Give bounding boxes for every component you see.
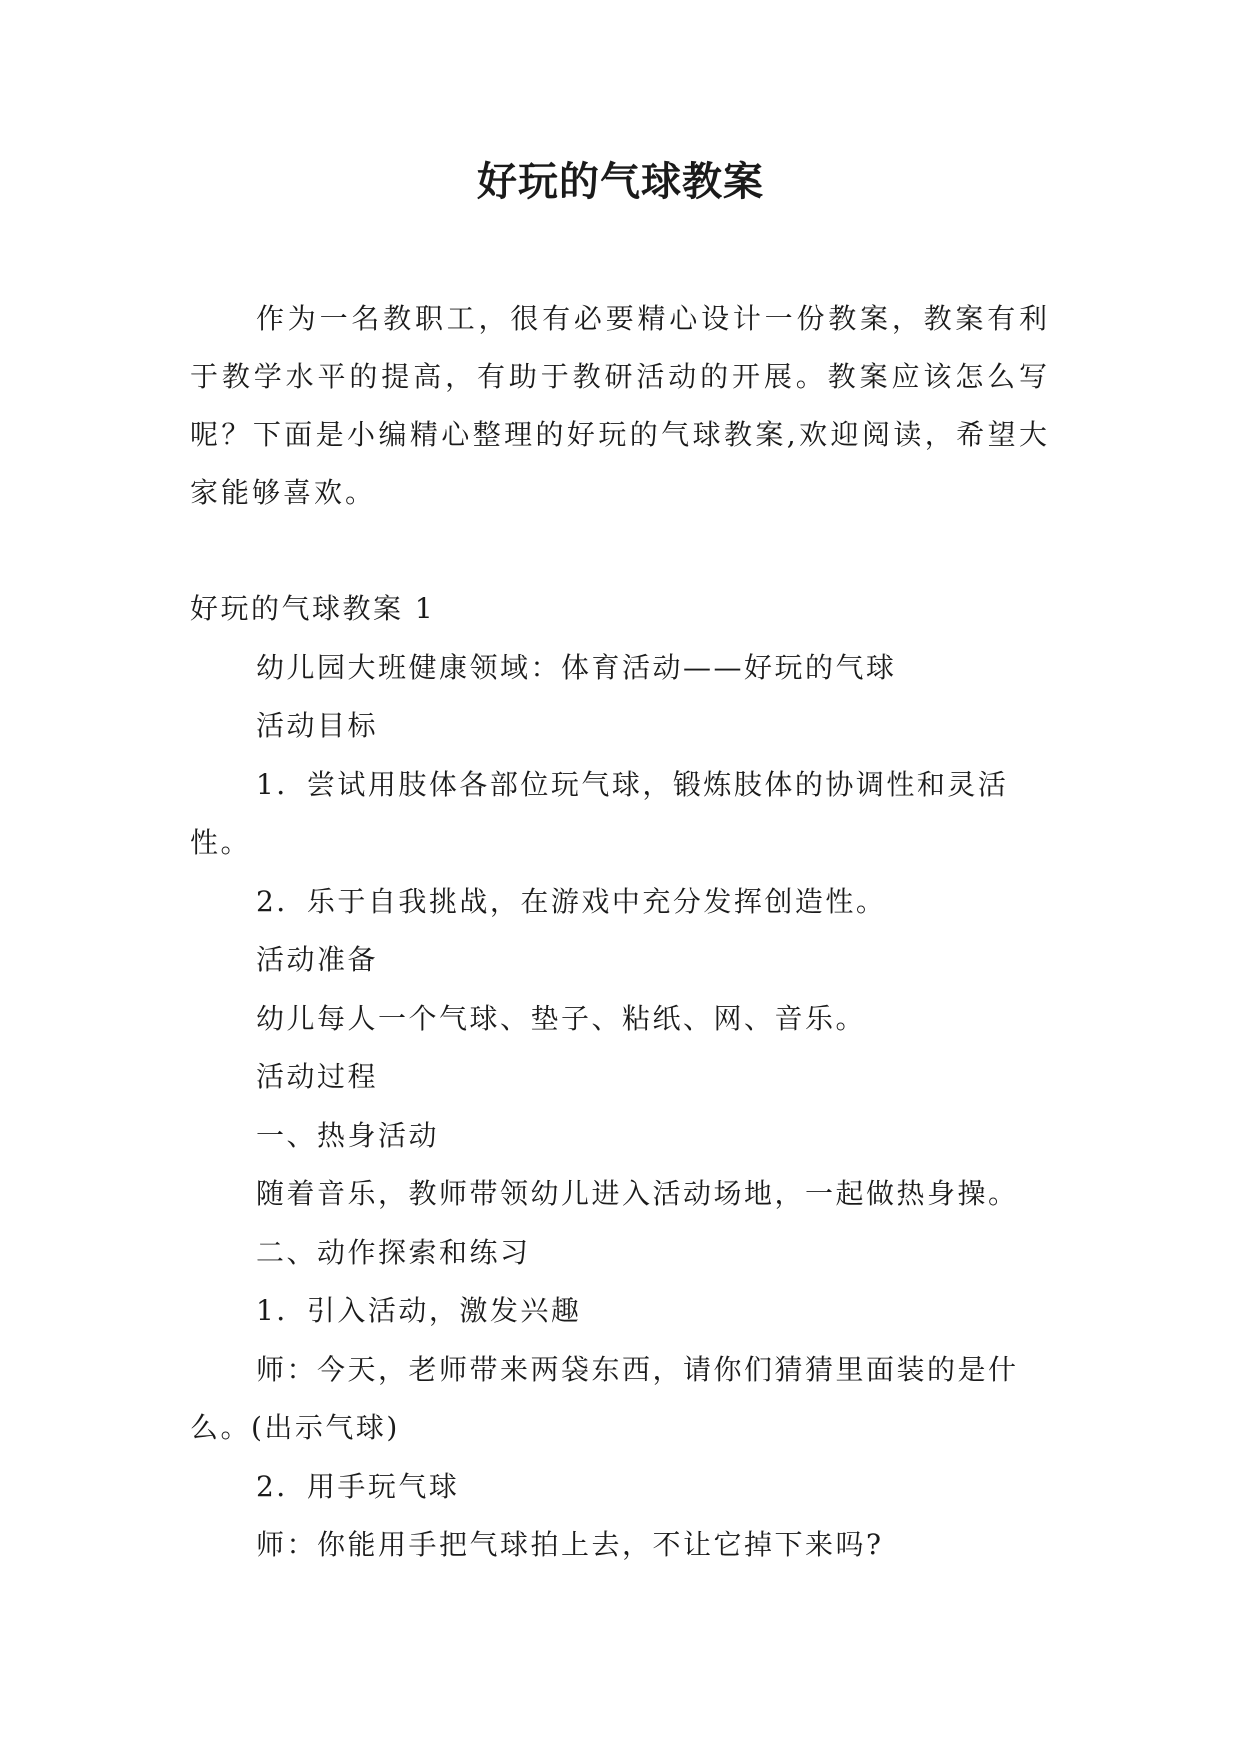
- process-heading: 活动过程: [256, 1060, 379, 1093]
- step-2-2-heading: 2．用手玩气球: [256, 1469, 460, 1503]
- step-2-heading: 二、动作探索和练习: [256, 1235, 531, 1269]
- step-2-1-heading: 1．引入活动，激发兴趣: [256, 1294, 582, 1327]
- intro-paragraph: 作为一名教职工，很有必要精心设计一份教案，教案有利于教学水平的提高，有助于教研活动的开展。教案应该怎么写呢？下面是小编精心整理的好玩的气球教案,欢迎阅读，希望大家能够喜欢。: [190, 302, 1050, 509]
- goals-heading: 活动目标: [256, 709, 379, 742]
- preparation-heading: 活动准备: [256, 943, 379, 976]
- lesson-plan-body: [190, 580, 1050, 1575]
- step-1-text: 随着音乐，教师带领幼儿进入活动场地，一起做热身操。: [256, 1177, 1019, 1210]
- preparation-text: 幼儿每人一个气球、垫子、粘纸、网、音乐。: [256, 1001, 867, 1035]
- step-2-1-text: 师：今天，老师带来两袋东西，请你们猜猜里面装的是什么。(出示气球): [190, 1352, 1019, 1444]
- document-title: 好玩的气球教案: [477, 158, 764, 205]
- lesson-subtitle: 幼儿园大班健康领域：体育活动——好玩的气球: [256, 650, 897, 684]
- section-heading: 好玩的气球教案 1: [190, 592, 436, 625]
- step-1-heading: 一、热身活动: [256, 1118, 440, 1152]
- goal-item-1: 1．尝试用肢体各部位玩气球，锻炼肢体的协调性和灵活性。: [190, 767, 1009, 859]
- step-2-2-text: 师：你能用手把气球拍上去，不让它掉下来吗?: [256, 1528, 884, 1561]
- goal-item-2: 2．乐于自我挑战，在游戏中充分发挥创造性。: [256, 884, 887, 918]
